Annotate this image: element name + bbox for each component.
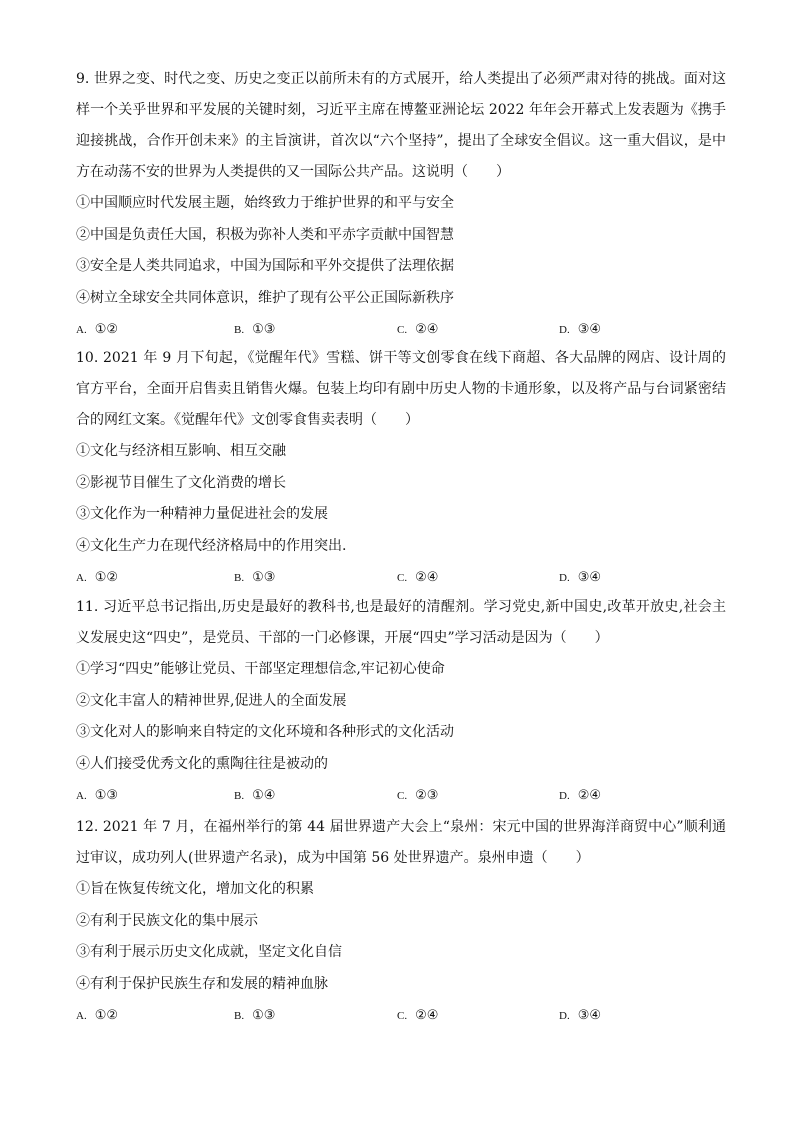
choice-text: ①③ <box>252 570 276 585</box>
question-10 <box>76 343 726 593</box>
choice-text: ③④ <box>577 322 602 337</box>
answer-choice-d <box>559 780 601 812</box>
choice-letter: D. <box>559 572 570 584</box>
statement-option: ③安全是人类共同追求，中国为国际和平外交提供了法理依据 <box>76 258 454 274</box>
choice-letter: D. <box>559 790 570 802</box>
choice-text: ②④ <box>415 322 439 337</box>
answer-choice-b <box>234 314 275 346</box>
question-9 <box>76 64 726 345</box>
answer-choices <box>76 314 726 345</box>
statement-option: ③文化作为一种精神力量促进社会的发展 <box>76 506 328 522</box>
choice-letter: B. <box>234 1010 245 1022</box>
statement-option: ①学习“四史”能够让党员、干部坚定理想信念,牢记初心使命 <box>76 661 445 677</box>
statement-option: ②中国是负责任大国，积极为弥补人类和平赤字贡献中国智慧 <box>76 226 454 243</box>
answer-choices <box>76 562 726 593</box>
statement-option: ②有利于民族文化的集中展示 <box>76 912 258 929</box>
answer-choice-a <box>76 562 118 594</box>
choice-letter: A. <box>76 324 87 336</box>
choice-text: ②④ <box>577 788 602 803</box>
choice-text: ①② <box>94 322 119 337</box>
choice-text: ②④ <box>415 570 439 585</box>
choice-text: ①③ <box>252 1008 276 1023</box>
answer-choice-d <box>559 562 601 594</box>
choice-letter: C. <box>397 324 408 336</box>
answer-choice-b <box>234 780 275 812</box>
statement-option: ②影视节目催生了文化消费的增长 <box>76 474 286 491</box>
answer-choice-c <box>397 1000 438 1032</box>
answer-choices <box>76 780 726 811</box>
choice-letter: A. <box>76 1010 87 1022</box>
choice-text: ①③ <box>94 788 119 803</box>
statement-option: ③文化对人的影响来自特定的文化环境和各种形式的文化活动 <box>76 724 454 740</box>
question-stem: 12. 2021 年 7 月，在福州举行的第 44 届世界遗产大会上“泉州：宋元中国的世界海洋商贸中心”顺利通过审议，成功列人(世界遗产名录)，成为中国第 56 处世界遗产。泉州申遗（ ） <box>76 819 726 866</box>
choice-letter: D. <box>559 324 570 336</box>
statement-option: ④人们接受优秀文化的熏陶往往是被动的 <box>76 755 328 772</box>
statement-option: ④有利于保护民族生存和发展的精神血脉 <box>76 975 328 992</box>
choice-letter: B. <box>234 572 245 584</box>
choice-text: ②④ <box>415 1008 439 1023</box>
choice-letter: C. <box>397 572 408 584</box>
answer-choice-b <box>234 1000 275 1032</box>
statement-option: ①文化与经济相互影响、相互交融 <box>76 443 286 459</box>
answer-choice-a <box>76 780 118 812</box>
choice-text: ①③ <box>252 322 276 337</box>
statement-option: ④树立全球安全共同体意识，维护了现有公平公正国际新秩序 <box>76 289 454 306</box>
answer-choice-a <box>76 314 118 346</box>
choice-letter: D. <box>559 1010 570 1022</box>
question-12 <box>76 812 726 1031</box>
choice-letter: B. <box>234 790 245 802</box>
answer-choice-a <box>76 1000 118 1032</box>
choice-text: ①④ <box>252 788 276 803</box>
choice-letter: A. <box>76 572 87 584</box>
answer-choice-c <box>397 780 438 812</box>
question-stem: 11. 习近平总书记指出,历史是最好的教科书,也是最好的清醒剂。学习党史,新中国史,改革开放史,社会主义发展史这“四史”，是党员、干部的一门必修课，开展“四史”学习活动是因为（ ） <box>76 599 726 646</box>
answer-choice-c <box>397 562 438 594</box>
choice-text: ①② <box>94 570 119 585</box>
choice-letter: A. <box>76 790 87 802</box>
answer-choice-c <box>397 314 438 346</box>
statement-option: ④文化生产力在现代经济格局中的作用突出. <box>76 537 347 554</box>
statement-option: ③有利于展示历史文化成就，坚定文化自信 <box>76 944 342 960</box>
choice-letter: C. <box>397 790 408 802</box>
choice-letter: C. <box>397 1010 408 1022</box>
answer-choice-d <box>559 1000 601 1032</box>
answer-choice-b <box>234 562 275 594</box>
choice-letter: B. <box>234 324 245 336</box>
choice-text: ③④ <box>577 570 602 585</box>
statement-option: ①中国顺应时代发展主题，始终致力于维护世界的和平与安全 <box>76 195 454 211</box>
question-stem: 10. 2021 年 9 月下旬起，《觉醒年代》雪糕、饼干等文创零食在线下商超、各大品牌的网店、设计周的官方平台，全面开启售卖且销售火爆。包装上均印有剧中历史人物的卡通形象，以及将产品与台词紧密结合的网红文案。《觉醒年代》文创零食售卖表明（ ） <box>76 350 726 428</box>
choice-text: ①② <box>94 1008 119 1023</box>
answer-choice-d <box>559 314 601 346</box>
question-11 <box>76 592 726 811</box>
choice-text: ③④ <box>577 1008 602 1023</box>
choice-text: ②③ <box>415 788 439 803</box>
answer-choices <box>76 1000 726 1031</box>
statement-option: ①旨在恢复传统文化，增加文化的积累 <box>76 881 314 897</box>
question-stem: 9. 世界之变、时代之变、历史之变正以前所未有的方式展开，给人类提出了必须严肃对待的挑战。面对这样一个关乎世界和平发展的关键时刻，习近平主席在博鳌亚洲论坛 2022 年年会开幕式上发表题为《携手迎接挑战，合作开创未来》的主旨演讲，首次以“六个坚持”，提出了全球安全倡议。这一重大倡议，是中方在动荡不安的世界为人类提供的又一国际公共产品。这说明（ ） <box>76 71 726 180</box>
statement-option: ②文化丰富人的精神世界,促进人的全面发展 <box>76 692 347 709</box>
